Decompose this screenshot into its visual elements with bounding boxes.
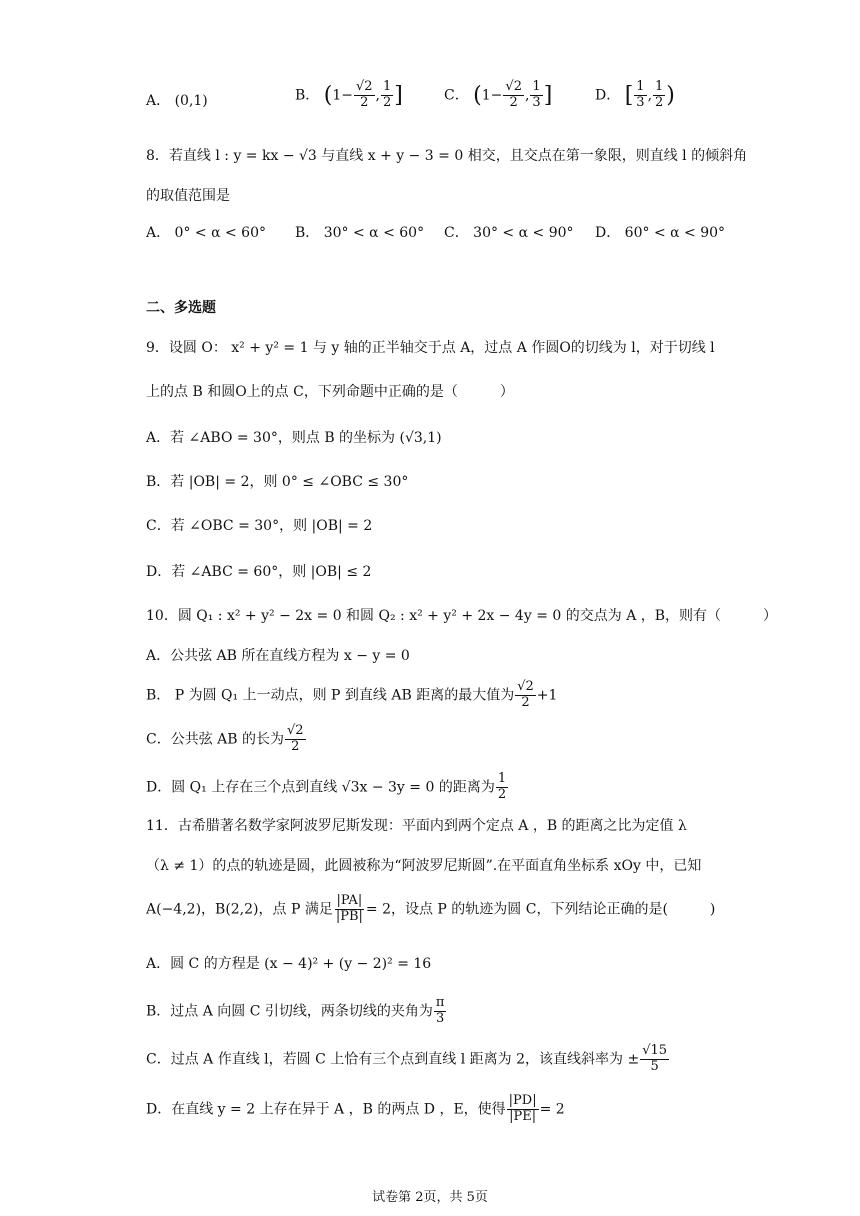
q9-stem-line2: 上的点 B 和圆O上的点 C，下列命题中正确的是（ ） bbox=[146, 384, 514, 400]
q9-stem-line1: 9．设圆 O： x² + y² = 1 与 y 轴的正半轴交于点 A，过点 A 作圆O的切线为 l，对于切线 l bbox=[146, 340, 715, 356]
q8-option-a: A． 0° < α < 60° bbox=[146, 225, 266, 241]
q8-option-d: D． 60° < α < 90° bbox=[595, 225, 726, 241]
q9-option-b: B．若 |OB| = 2，则 0° ≤ ∠OBC ≤ 30° bbox=[146, 474, 409, 490]
q9-option-a: A．若 ∠ABO = 30°，则点 B 的坐标为 (√3,1) bbox=[146, 430, 442, 446]
q7-option-c: C． (1− $\frac{√2}{2}$ , $\frac{1}{3}$ ] bbox=[444, 79, 553, 110]
q10-option-b: B． P 为圆 Q₁ 上一动点，则 P 到直线 AB 距离的最大值为 $\frac{√2}{2}$ +1 bbox=[146, 679, 558, 710]
q8-option-b: B． 30° < α < 60° bbox=[295, 225, 425, 241]
page-footer: 试卷第 2页，共 5页 bbox=[372, 1190, 488, 1205]
q11-stem-line1: 11．古希腊著名数学家阿波罗尼斯发现：平面内到两个定点 A ，B 的距离之比为定值 λ bbox=[146, 818, 687, 834]
q11-stem-line3: A(−4,2)，B(2,2)，点 P 满足 $\frac{|PA|}{|PB|}$ = 2，设点 P 的轨迹为圆 C，下列结论正确的是( ) bbox=[146, 893, 716, 924]
q9-option-d: D．若 ∠ABC = 60°，则 |OB| ≤ 2 bbox=[146, 564, 372, 580]
q10-option-c: C．公共弦 AB 的长为 $\frac{√2}{2}$ bbox=[146, 723, 304, 754]
q9-option-c: C．若 ∠OBC = 30°，则 |OB| = 2 bbox=[146, 518, 373, 534]
q10-option-d: D．圆 Q₁ 上存在三个点到直线 √3x − 3y = 0 的距离为 $\frac{1}{2}$ bbox=[146, 771, 507, 802]
q11-option-c: C．过点 A 作直线 l，若圆 C 上恰有三个点到直线 l 距离为 2，该直线斜率为 ± $\frac{√15}{5}$ bbox=[146, 1043, 668, 1074]
q11-option-b: B．过点 A 向圆 C 引切线，两条切线的夹角为 $\frac{\pi}{3}$ bbox=[146, 995, 445, 1026]
q8-stem-line1: 8．若直线 l : y = kx − √3 与直线 x + y − 3 = 0 相交，且交点在第一象限，则直线 l 的倾斜角 bbox=[146, 148, 748, 164]
q7-option-a: A． (0,1) bbox=[146, 93, 208, 109]
q10-option-a: A．公共弦 AB 所在直线方程为 x − y = 0 bbox=[146, 648, 410, 664]
section-heading: 二、多选题 bbox=[146, 300, 216, 316]
q7-option-d: D． [ $\frac{1}{3}$ , $\frac{1}{2}$ ) bbox=[595, 79, 675, 110]
q7-option-b: B． (1− $\frac{√2}{2}$ , $\frac{1}{2}$ ] bbox=[295, 79, 403, 110]
q8-stem-line2: 的取值范围是 bbox=[146, 188, 230, 204]
q11-option-a: A．圆 C 的方程是 (x − 4)² + (y − 2)² = 16 bbox=[146, 956, 432, 972]
q11-option-d: D．在直线 y = 2 上存在异于 A ，B 的两点 D ，E，使得 $\frac{|PD|}{|PE|}$ = 2 bbox=[146, 1093, 565, 1124]
q11-stem-line2: （λ ≠ 1）的点的轨迹是圆，此圆被称为“阿波罗尼斯圆”.在平面直角坐标系 xOy 中，已知 bbox=[146, 858, 702, 874]
q8-option-c: C． 30° < α < 90° bbox=[444, 225, 574, 241]
q10-stem: 10．圆 Q₁ : x² + y² − 2x = 0 和圆 Q₂ : x² + y² + 2x − 4y = 0 的交点为 A ，B，则有（ ） bbox=[146, 608, 778, 624]
